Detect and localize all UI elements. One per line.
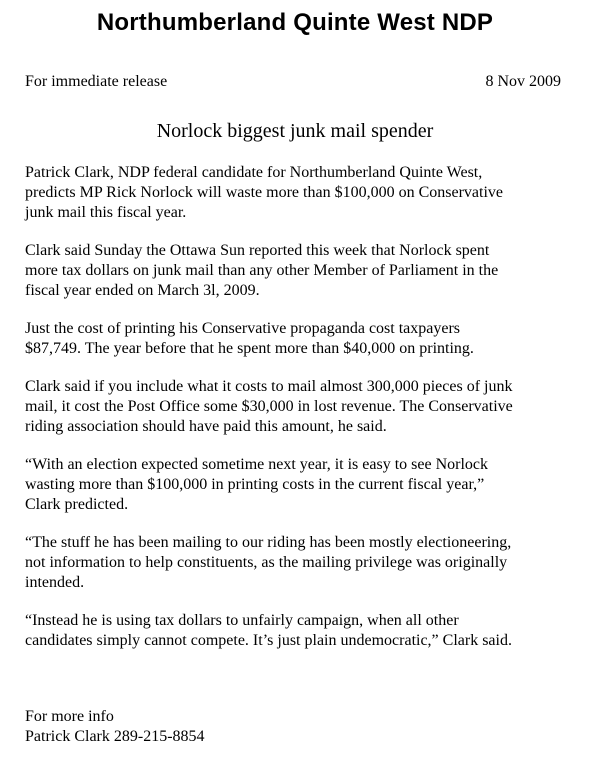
contact-block (25, 707, 205, 747)
paragraph-line: Clark predicted. (25, 496, 129, 513)
paragraph-line: Clark said if you include what it costs to mail almost 300,000 pieces of junk (25, 378, 513, 395)
paragraph-line: predicts MP Rick Norlock will waste more than $100,000 on Conservative (25, 184, 503, 201)
paragraph-line: Patrick Clark, NDP federal candidate for Northumberland Quinte West, (25, 164, 483, 181)
release-date: 8 Nov 2009 (485, 73, 561, 90)
paragraph-line: intended. (25, 574, 85, 591)
article-body (25, 163, 570, 669)
paragraph-line: fiscal year ended on March 3l, 2009. (25, 282, 260, 299)
paragraph-line: riding association should have paid this amount, he said. (25, 418, 387, 435)
paragraph-line: “Instead he is using tax dollars to unfairly campaign, when all other (25, 612, 459, 629)
paragraph-line: Just the cost of printing his Conservative propaganda cost taxpayers (25, 320, 461, 337)
headline: Norlock biggest junk mail spender (156, 120, 434, 142)
paragraph-line: wasting more than $100,000 in printing costs in the current fiscal year,” (25, 476, 485, 493)
paragraph-5 (25, 455, 570, 515)
paragraph-line: “The stuff he has been mailing to our riding has been mostly electioneering, (25, 534, 512, 551)
organization-title: Northumberland Quinte West NDP (96, 9, 494, 36)
paragraph-line: more tax dollars on junk mail than any other Member of Parliament in the (25, 262, 499, 279)
paragraph-4 (25, 377, 570, 437)
paragraph-line: junk mail this fiscal year. (25, 204, 187, 221)
paragraph-line: candidates simply cannot compete. It’s just plain undemocratic,” Clark said. (25, 632, 512, 649)
paragraph-1 (25, 163, 570, 223)
paragraph-line: $87,749. The year before that he spent more than $40,000 on printing. (25, 340, 474, 357)
paragraph-line: Clark said Sunday the Ottawa Sun reported this week that Norlock spent (25, 242, 490, 259)
paragraph-6 (25, 533, 570, 593)
contact-details: Patrick Clark 289-215-8854 (25, 728, 205, 745)
paragraph-line: not information to help constituents, as the mailing privilege was originally (25, 554, 508, 571)
contact-label: For more info (25, 708, 114, 725)
paragraph-2 (25, 241, 570, 301)
paragraph-3 (25, 319, 570, 359)
release-label: For immediate release (25, 73, 168, 90)
paragraph-7 (25, 611, 570, 651)
paragraph-line: “With an election expected sometime next year, it is easy to see Norlock (25, 456, 488, 473)
paragraph-line: mail, it cost the Post Office some $30,000 in lost revenue. The Conservative (25, 398, 513, 415)
